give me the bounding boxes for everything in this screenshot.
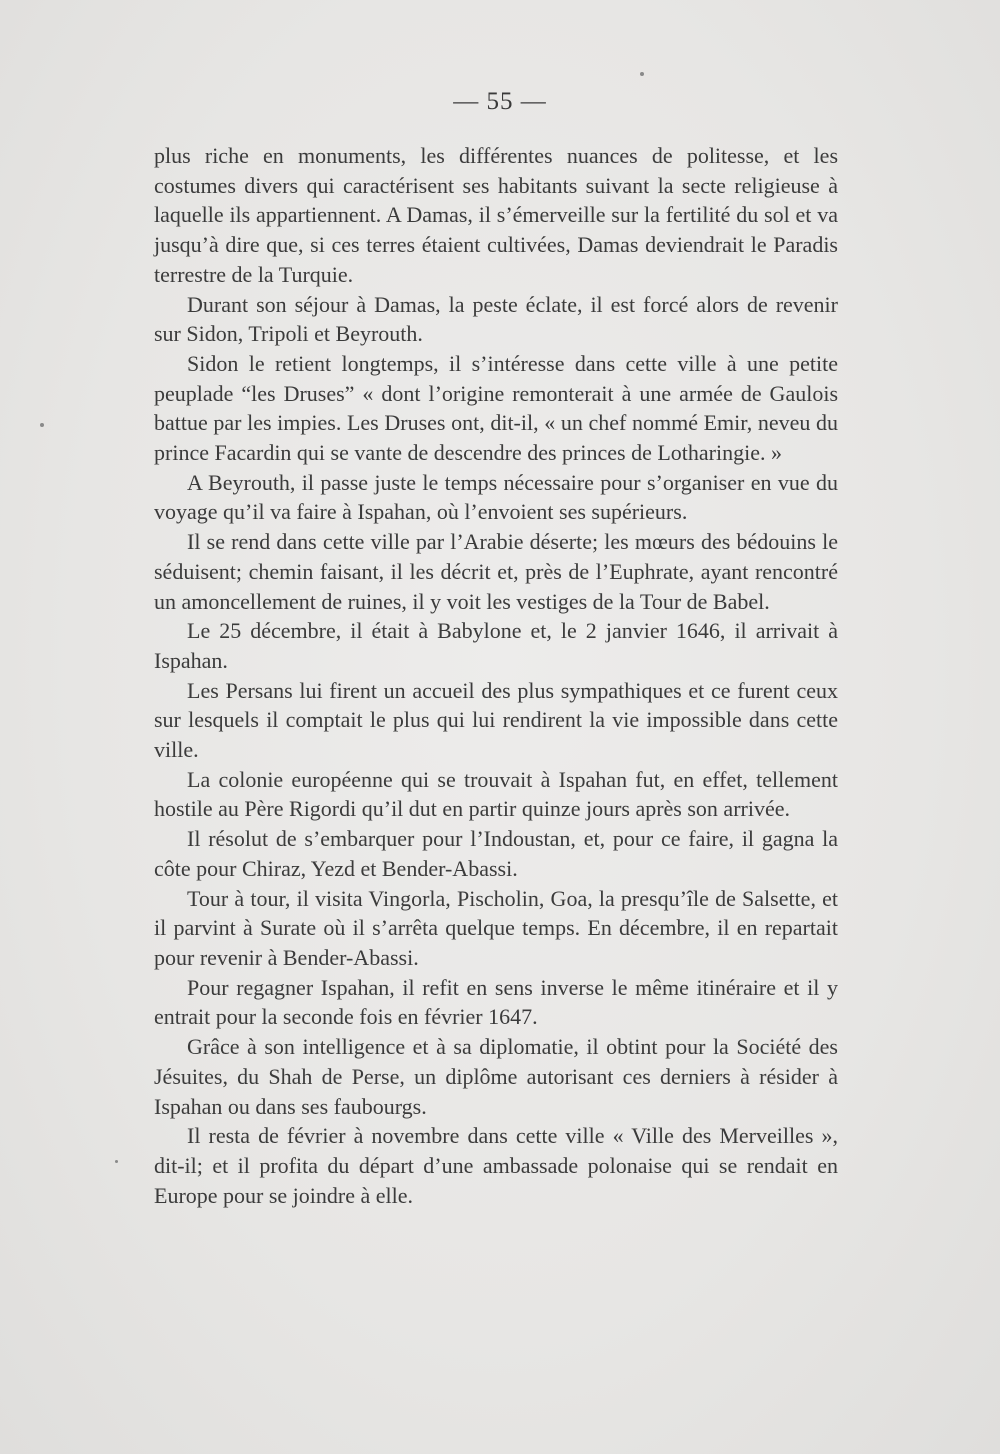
paragraph-4: A Beyrouth, il passe juste le temps nécessaire pour s’organiser en vue du voyage qu’il va faire à Ispahan, où l’envoient ses supérieurs. — [154, 469, 838, 525]
paragraph-10: Tour à tour, il visita Vingorla, Pischolin, Goa, la presqu’île de Salsette, et il parvint à Surate où il s’arrêta quelque temps. En décembre, il en repartait pour revenir à Bender-Abassi. — [154, 885, 838, 970]
paragraph-3: Sidon le retient longtemps, il s’intéresse dans cette ville à une petite peuplade “les Druses” « dont l’origine remonterait à une armée de Gaulois battue par les impies. Les Druses ont, dit-il, « un chef nommé Emir, neveu du prince Facardin qui se vante de descendre des princes de Lotharingie. » — [154, 350, 838, 466]
paper-speck — [40, 423, 44, 427]
paragraph-2: Durant son séjour à Damas, la peste éclate, il est forcé alors de revenir sur Sidon, Tripoli et Beyrouth. — [154, 291, 838, 347]
paragraph-8: La colonie européenne qui se trouvait à Ispahan fut, en effet, tellement hostile au Père Rigordi qu’il dut en partir quinze jours après son arrivée. — [154, 766, 838, 822]
page-number: — 55 — — [453, 88, 547, 115]
paragraph-11: Pour regagner Ispahan, il refit en sens inverse le même itinéraire et il y entrait pour la seconde fois en février 1647. — [154, 974, 838, 1030]
paper-speck — [115, 1160, 118, 1163]
paragraph-7: Les Persans lui firent un accueil des plus sympathiques et ce furent ceux sur lesquels il comptait le plus qui lui rendirent la vie impossible dans cette ville. — [154, 677, 838, 763]
paragraph-9: Il résolut de s’embarquer pour l’Indoustan, et, pour ce faire, il gagna la côte pour Chiraz, Yezd et Bender-Abassi. — [154, 826, 838, 881]
paragraph-13: Il resta de février à novembre dans cette ville « Ville des Merveilles », dit-il; et il profita du départ d’une ambassade polonaise qui se rendait en Europe pour se joindre à elle. — [154, 1123, 838, 1208]
paragraph-6: Le 25 décembre, il était à Babylone et, le 2 janvier 1646, il arrivait à Ispahan. — [154, 618, 838, 673]
paragraph-12: Grâce à son intelligence et à sa diplomatie, il obtint pour la Société des Jésuites, du Shah de Perse, un diplôme autorisant ces derniers à résider à Ispahan ou dans ses faubourgs. — [154, 1034, 838, 1119]
paper-speck — [640, 72, 644, 76]
paragraph-1: plus riche en monuments, les différentes nuances de politesse, et les costumes divers qui caractérisent ses habitants suivant la secte religieuse à laquelle ils appartiennent. A Damas, il s’émerveille sur la fertilité du sol et va jusqu’à dire que, si ces terres étaient cultivées, Damas deviendrait le Paradis terrestre de la Turquie. — [154, 143, 838, 287]
paragraph-5: Il se rend dans cette ville par l’Arabie déserte; les mœurs des bédouins le séduisent; chemin faisant, il les décrit et, près de l’Euphrate, ayant rencontré un amoncellement de ruines, il y voit les vestiges de la Tour de Babel. — [154, 529, 838, 614]
body-text — [154, 141, 838, 1210]
